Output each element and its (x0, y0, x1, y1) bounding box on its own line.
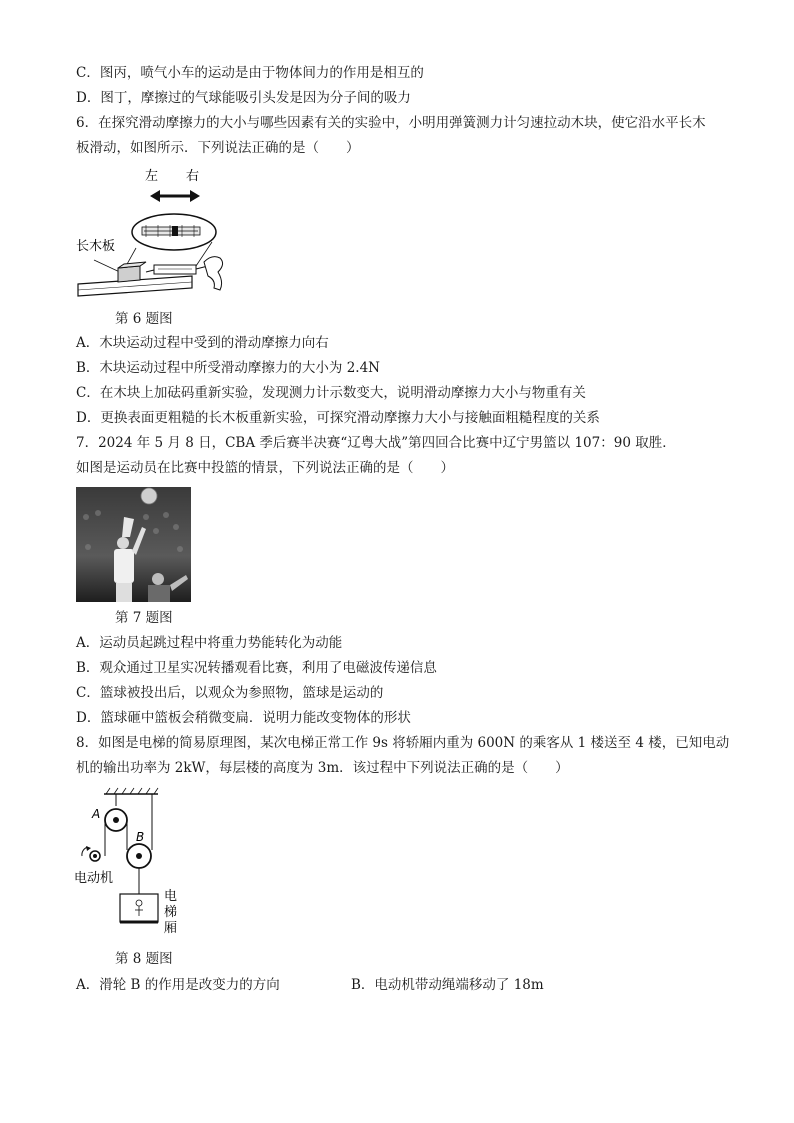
q8-ceiling-icon (104, 788, 158, 794)
q6-hand-icon (204, 257, 223, 290)
q6-caption: 第 6 题图 (115, 311, 173, 327)
q6-figure (74, 162, 234, 302)
q6-label-left: 左 (145, 169, 159, 184)
q6-friction-diagram (74, 162, 234, 302)
q6-direction-arrow-icon (150, 190, 200, 202)
q5-option-d: D．图丁，摩擦过的气球能吸引头发是因为分子间的吸力 (76, 90, 411, 106)
q7-option-c: C．篮球被投出后，以观众为参照物，篮球是运动的 (76, 685, 384, 701)
q8-label-motor: 电动机 (74, 871, 114, 886)
q8-pulley-a-icon (105, 809, 127, 831)
q8-caption: 第 8 题图 (115, 951, 173, 967)
svg-text:厢: 厢 (164, 921, 178, 936)
q6-label-right: 右 (186, 169, 200, 184)
q8-label-car (164, 888, 177, 936)
q8-option-b: B．电动机带动绳端移动了 18m (351, 977, 544, 993)
q7-option-d: D．篮球砸中篮板会稍微变扁．说明力能改变物体的形状 (76, 710, 411, 726)
q6-option-b: B．木块运动过程中所受滑动摩擦力的大小为 2.4N (76, 360, 380, 376)
q7-option-b: B．观众通过卫星实况转播观看比赛，利用了电磁波传递信息 (76, 660, 437, 676)
q8-option-a: A．滑轮 B 的作用是改变力的方向 (76, 977, 280, 993)
q8-motor-icon (82, 846, 100, 861)
q6-stem-line1: 6．在探究滑动摩擦力的大小与哪些因素有关的实验中，小明用弹簧测力计匀速拉动木块，使它沿水平长木 (76, 115, 706, 131)
q8-elevator-car-icon (120, 894, 158, 922)
q7-option-a: A．运动员起跳过程中将重力势能转化为动能 (76, 635, 343, 651)
q7-caption: 第 7 题图 (115, 610, 173, 626)
svg-text:电: 电 (164, 889, 178, 904)
q6-option-a: A．木块运动过程中受到的滑动摩擦力向右 (76, 335, 329, 351)
q6-option-c: C．在木块上加砝码重新实验，发现测力计示数变大，说明滑动摩擦力大小与物重有关 (76, 385, 586, 401)
q6-label-board: 长木板 (76, 239, 116, 254)
q8-stem-line2: 机的输出功率为 2kW，每层楼的高度为 3m．该过程中下列说法正确的是（ ） (76, 760, 569, 776)
q6-option-d: D．更换表面更粗糙的长木板重新实验，可探究滑动摩擦力大小与接触面粗糙程度的关系 (76, 410, 600, 426)
q7-basketball-icon (141, 488, 157, 504)
q6-scale-magnifier-icon (126, 214, 216, 266)
q8-stem-line1: 8．如图是电梯的简易原理图，某次电梯正常工作 9s 将轿厢内重为 600N 的乘客从 1 楼送至 4 楼，已知电动 (76, 735, 730, 751)
q8-label-b: B (136, 830, 145, 844)
q7-photo-illustration (76, 487, 191, 602)
q7-stem-line1: 7．2024 年 5 月 8 日，CBA 季后赛半决赛“辽粤大战”第四回合比赛中辽宁男篮以 107：90 取胜． (76, 435, 676, 451)
q8-elevator-diagram (74, 786, 194, 936)
q7-basketball-photo (76, 487, 191, 602)
q8-label-a: A (92, 807, 101, 821)
q8-figure (74, 786, 194, 936)
q7-stem-line2: 如图是运动员在比赛中投篮的情景，下列说法正确的是（ ） (76, 460, 454, 476)
q6-spring-scale-icon (146, 265, 208, 274)
q8-pulley-b-icon (127, 844, 151, 868)
svg-text:梯: 梯 (164, 905, 178, 920)
q6-stem-line2: 板滑动，如图所示．下列说法正确的是（ ） (76, 140, 360, 156)
q5-option-c: C．图丙，喷气小车的运动是由于物体间力的作用是相互的 (76, 65, 424, 81)
